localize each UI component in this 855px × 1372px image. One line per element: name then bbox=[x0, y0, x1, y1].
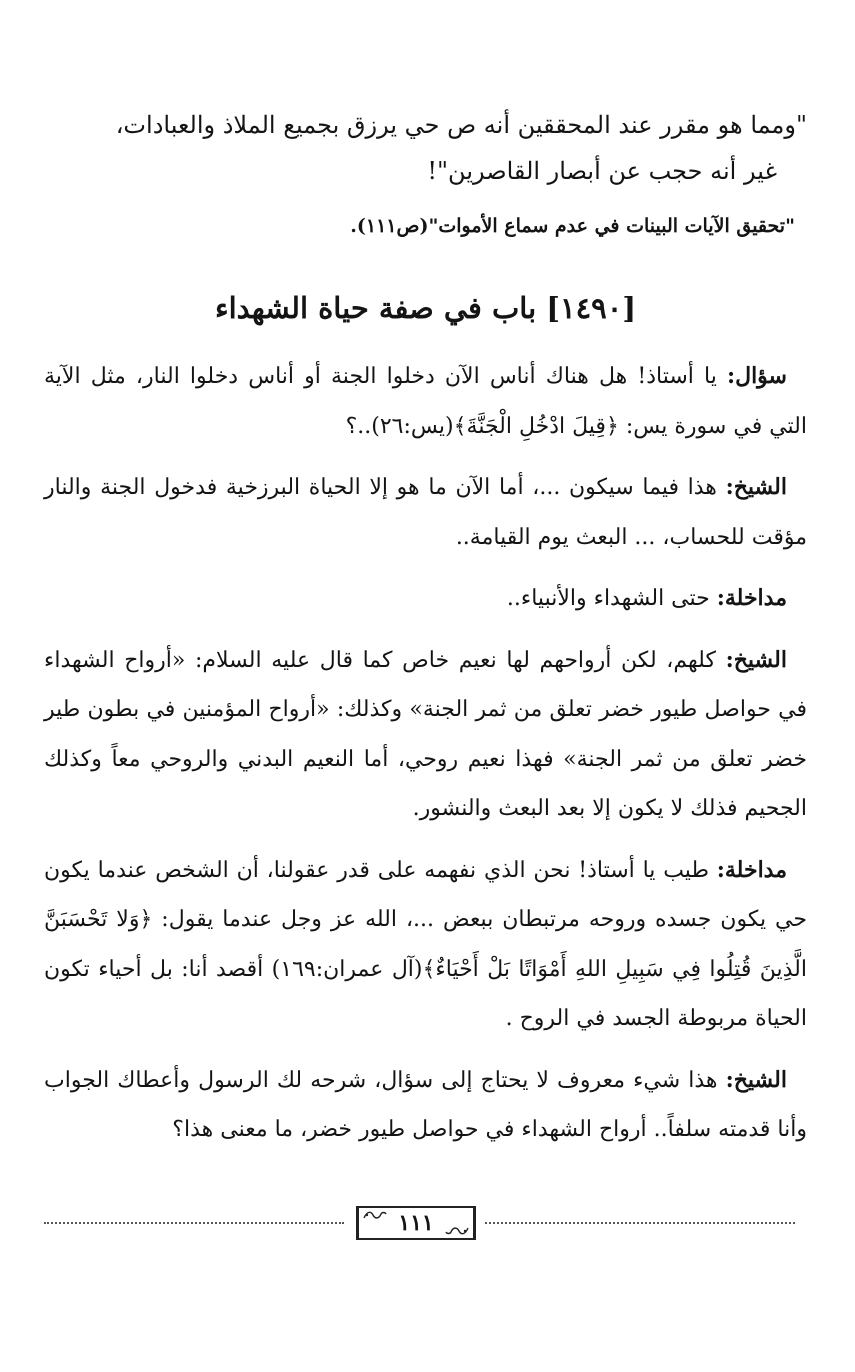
paragraph-text: طيب يا أستاذ! نحن الذي نفهمه على قدر عقولنا، أن الشخص عندما يكون حي يكون جسده وروحه مرتبطان ببعض ...، الله عز وجل عندما يقول: ﴿وَلا تَحْسَبَنَّ الَّذِينَ قُتِلُوا فِي سَبِيلِ اللهِ أَمْوَاتًا بَلْ أَحْيَاءٌ﴾(آل عمران:١٦٩) أقصد أنا: بل أحياء تكون الحياة مربوطة الجسد في الروح . bbox=[44, 857, 807, 1031]
paragraph-text: هذا فيما سيكون ...، أما الآن ما هو إلا الحياة البرزخية فدخول الجنة والنار مؤقت للحساب، ... البعث يوم القيامة.. bbox=[44, 475, 807, 550]
paragraph-answer bbox=[44, 636, 807, 834]
paragraph-text: كلهم، لكن أرواحهم لها نعيم خاص كما قال عليه السلام: «أرواح الشهداء في حواصل طيور خضر تعلق من ثمر الجنة» وكذلك: «أرواح المؤمنين في بطون طير خضر تعلق من ثمر الجنة» فهذا نعيم روحي، أما النعيم البدني والروحي معاً وكذلك الجحيم فذلك لا يكون إلا بعد البعث والنشور. bbox=[44, 647, 807, 821]
paragraph-intervention bbox=[44, 574, 807, 624]
paragraph-text: حتى الشهداء والأنبياء.. bbox=[506, 586, 717, 611]
speaker-label: مداخلة: bbox=[716, 585, 787, 611]
source-citation: "تحقيق الآيات البينات في عدم سماع الأموات"(ص١١١). bbox=[350, 215, 795, 237]
speaker-label: الشيخ: bbox=[725, 1066, 787, 1093]
speaker-label: الشيخ: bbox=[725, 646, 787, 673]
speaker-label: سؤال: bbox=[726, 363, 787, 389]
page-footer bbox=[44, 1206, 795, 1246]
page-number: ١١١ bbox=[398, 1210, 434, 1236]
flourish-ornament-icon bbox=[445, 1226, 469, 1236]
speaker-label: الشيخ: bbox=[725, 474, 787, 500]
paragraph-answer bbox=[44, 463, 807, 562]
footer-rule-right bbox=[485, 1222, 795, 1224]
paragraph-text: هذا شيء معروف لا يحتاج إلى سؤال، شرحه لك الرسول وأعطاك الجواب وأنا قدمته سلفاً.. أرواح الشهداء في حواصل طيور خضر، ما معنى هذا؟ bbox=[44, 1067, 807, 1142]
paragraph-intervention bbox=[44, 846, 807, 1044]
chapter-heading: [١٤٩٠] باب في صفة حياة الشهداء bbox=[214, 291, 637, 325]
opening-quote bbox=[44, 102, 807, 194]
quote-line-1: "ومما هو مقرر عند المحققين أنه ص حي يرزق بجميع الملاذ والعبادات، bbox=[115, 111, 807, 139]
footer-rule-left bbox=[44, 1222, 344, 1224]
flourish-ornament-icon bbox=[363, 1210, 387, 1220]
quote-line-2: غير أنه حجب عن أبصار القاصرين"! bbox=[427, 157, 777, 185]
paragraph-answer bbox=[44, 1056, 807, 1155]
speaker-label: مداخلة: bbox=[716, 856, 788, 883]
page-number-frame bbox=[356, 1206, 476, 1240]
paragraph-question bbox=[44, 352, 807, 451]
paragraph-text: يا أستاذ! هل هناك أناس الآن دخلوا الجنة أو أناس دخلوا النار، مثل الآية التي في سورة يس: ﴿قِيلَ ادْخُلِ الْجَنَّةَ﴾(يس:٢٦)..؟ bbox=[44, 364, 807, 439]
body-text bbox=[44, 352, 807, 1167]
